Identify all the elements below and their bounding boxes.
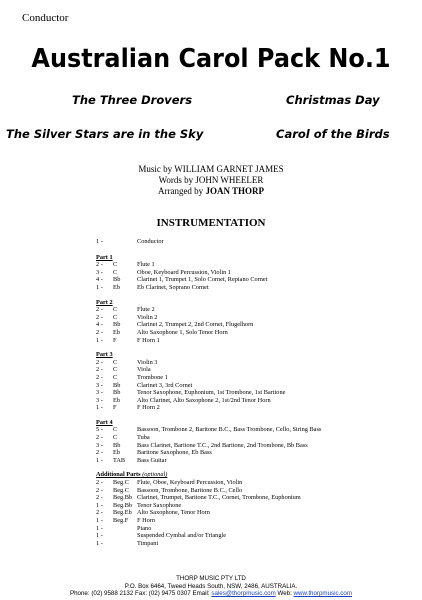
part-key: Beg.Bb (113, 501, 133, 509)
part-key (113, 540, 137, 548)
part-count: 2 - (96, 366, 103, 374)
section-title: Part 2 (96, 298, 113, 306)
part-key (113, 532, 137, 540)
part-key (113, 525, 137, 533)
part-key: C (113, 434, 118, 442)
section-heading (96, 299, 406, 307)
instrument-sections (96, 254, 406, 548)
part-count: 2 - (96, 479, 103, 487)
part-row (96, 404, 406, 412)
section-heading (96, 471, 406, 479)
part-key: C (113, 306, 118, 314)
part-instrument: Clarinet, Trumpet, Baritone T.C., Cornet, Trombone, Euphonium (137, 494, 301, 502)
composer-name: WILLIAM GARNET JAMES (174, 164, 284, 174)
part-row (96, 487, 406, 495)
section-title: Part 4 (96, 418, 113, 426)
part-count: 2 - (96, 373, 103, 381)
part-row (96, 434, 406, 442)
part-row (96, 457, 406, 465)
conductor-part-label: Conductor (22, 12, 69, 24)
part-instrument: Clarinet 1, Trumpet 1, Solo Cornet, Repiano Cornet (137, 276, 268, 284)
part-key: C (113, 358, 118, 366)
part-instrument: Bass Clarinet, Baritone T.C., 2nd Baritone, 2nd Trombone, Bb Bass (137, 441, 308, 449)
part-count: 1 - (96, 501, 103, 509)
part-count: 3 - (96, 268, 103, 276)
part-row (96, 540, 406, 548)
part-count: 2 - (96, 306, 103, 314)
arranger-credit (0, 186, 422, 197)
part-key: Bb (113, 381, 121, 389)
part-count: 2 - (96, 486, 103, 494)
part-row (96, 329, 406, 337)
part-count: 3 - (96, 441, 103, 449)
part-count: 4 - (96, 321, 103, 329)
part-count: 2 - (96, 494, 103, 502)
part-row (96, 276, 406, 284)
part-instrument: Bassoon, Trombone, Baritone B.C., Cello (137, 486, 243, 494)
part-key: C (113, 313, 118, 321)
part-count: 2 - (96, 434, 103, 442)
part-key: Eb (113, 449, 120, 457)
part-instrument: Tenor Saxophone, Euphonium, 1st Trombone, 1st Baritone (137, 389, 286, 397)
part-instrument: Violin 2 (137, 313, 158, 321)
part-count: 3 - (96, 396, 103, 404)
part-row (96, 479, 406, 487)
part-count: 1 - (96, 539, 103, 547)
part-row (96, 321, 406, 329)
publisher-name: THORP MUSIC PTY LTD (176, 575, 246, 582)
part-key (113, 238, 137, 246)
section-title: Part 3 (96, 351, 113, 359)
part-instrument: Piano (137, 524, 152, 532)
publisher-footer (0, 575, 422, 598)
part-instrument: Timpani (137, 539, 159, 547)
part-row (96, 426, 406, 434)
part-row (96, 525, 406, 533)
part-instrument: Trombone 1 (137, 373, 168, 381)
part-key: C (113, 366, 118, 374)
credit-prefix: Music by (138, 164, 175, 174)
arranger-name: JOAN THORP (205, 186, 265, 196)
email-link[interactable]: sales@thorpmusic.com (211, 590, 276, 597)
credits-block (0, 164, 422, 197)
song-title: The Three Drovers (72, 93, 193, 107)
part-row (96, 509, 406, 517)
web-link[interactable]: www.thorpmusic.com (293, 590, 352, 597)
part-count: 2 - (96, 509, 103, 517)
part-count: 2 - (96, 358, 103, 366)
part-instrument: F Horn 2 (137, 404, 160, 412)
part-instrument: Clarinet 2, Trumpet 2, 2nd Cornet, Flugelhorn (137, 321, 254, 329)
part-key: Eb (113, 283, 120, 291)
credit-prefix: Arranged by (157, 186, 206, 196)
part-row (96, 374, 406, 382)
part-instrument: Bassoon, Trombone 2, Baritone B.C., Bass Trombone, Cello, String Bass (137, 426, 322, 434)
part-row (96, 269, 406, 277)
section-title: Part 1 (96, 253, 113, 261)
part-instrument: Bass Guitar (137, 456, 167, 464)
part-key: Bb (113, 389, 121, 397)
part-instrument: Flute, Oboe, Keyboard Percussion, Violin (137, 479, 243, 487)
instrumentation-list (96, 238, 406, 547)
part-instrument: Alto Saxophone 1, Solo Tenor Horn (137, 328, 228, 336)
part-instrument: Flute 2 (137, 306, 155, 314)
part-instrument: Violin 3 (137, 358, 158, 366)
part-count: 1 - (96, 404, 103, 412)
part-key: C (113, 373, 118, 381)
section-heading (96, 419, 406, 427)
part-row (96, 359, 406, 367)
part-instrument: Oboe, Keyboard Percussion, Violin 1 (137, 268, 231, 276)
part-key: Beg.F (113, 517, 129, 524)
part-row (96, 261, 406, 269)
publisher-address: P.O. Box 6464, Tweed Heads South, NSW, 2486, AUSTRALIA. (124, 582, 298, 590)
part-key: Beg.Bb (113, 494, 133, 502)
part-row (96, 442, 406, 450)
part-count: 1 - (96, 336, 103, 344)
part-instrument: Clarinet 3, 3rd Cornet (137, 381, 193, 389)
part-count: 3 - (96, 389, 103, 397)
instrumentation-heading: INSTRUMENTATION (156, 217, 266, 229)
part-key: Bb (113, 276, 121, 284)
section-heading (96, 351, 406, 359)
part-key: Beg.Eb (113, 509, 132, 517)
part-count: 1 - (96, 238, 103, 245)
part-key: Beg.C (113, 486, 129, 494)
contact-text: Web: (275, 590, 294, 597)
part-row (96, 389, 406, 397)
part-count: 1 - (96, 532, 103, 540)
part-instrument: Baritone Saxophone, Eb Bass (137, 449, 212, 457)
conductor-row (96, 238, 406, 246)
part-instrument: Conductor (137, 238, 164, 245)
part-row (96, 366, 406, 374)
credit-prefix: Words by (158, 175, 196, 185)
part-row (96, 494, 406, 502)
publisher-contact (0, 590, 422, 598)
part-row (96, 382, 406, 390)
song-title: Christmas Day (286, 93, 380, 107)
words-credit (0, 175, 422, 186)
part-row (96, 532, 406, 540)
page-title: Australian Carol Pack No.1 (31, 44, 391, 74)
part-count: 4 - (96, 276, 103, 284)
part-count: 2 - (96, 449, 103, 457)
song-title: The Silver Stars are in the Sky (6, 127, 204, 141)
part-key: TAB (113, 456, 126, 464)
part-instrument: Alto Saxophone, Tenor Horn (137, 509, 210, 517)
part-instrument: Viola (137, 366, 151, 374)
part-key: C (113, 426, 118, 434)
part-key: C (113, 268, 118, 276)
part-key: F (113, 336, 117, 344)
part-count: 5 - (96, 426, 103, 434)
lyricist-name: JOHN WHEELER (195, 175, 264, 185)
contact-text: Phone: (02) 9588 2132 Fax: (02) 9475 0307 Email: (69, 590, 212, 597)
part-count: 2 - (96, 313, 103, 321)
part-instrument: Tuba (137, 434, 150, 442)
part-count: 2 - (96, 328, 103, 336)
part-count: 1 - (96, 456, 103, 464)
part-row (96, 397, 406, 405)
section-title: Additional Parts (96, 471, 141, 479)
part-count: 1 - (96, 283, 103, 291)
part-count: 2 - (96, 261, 103, 269)
music-credit (0, 164, 422, 175)
part-instrument: Tenor Saxophone (137, 501, 182, 509)
part-row (96, 449, 406, 457)
part-instrument: Alto Clarinet, Alto Saxophone 2, 1st/2nd Tenor Horn (137, 396, 271, 404)
part-row (96, 314, 406, 322)
section-note: (optional) (142, 471, 168, 479)
part-instrument: F Horn 1 (137, 336, 160, 344)
section-heading (96, 254, 406, 262)
part-count: 1 - (96, 517, 103, 524)
part-row (96, 337, 406, 345)
part-key: Eb (113, 328, 120, 336)
part-count: 1 - (96, 524, 103, 532)
part-row (96, 517, 406, 525)
part-key: C (113, 261, 118, 269)
part-key: Beg.C (113, 479, 129, 487)
part-row (96, 306, 406, 314)
part-row (96, 502, 406, 510)
part-instrument: Suspended Cymbal and/or Triangle (137, 532, 227, 540)
part-instrument: F Horn (137, 517, 156, 524)
part-row (96, 284, 406, 292)
part-instrument: Flute 1 (137, 261, 155, 269)
song-title: Carol of the Birds (276, 127, 390, 141)
part-key: Bb (113, 441, 121, 449)
part-key: Eb (113, 396, 120, 404)
part-instrument: Eb Clarinet, Soprano Cornet (137, 283, 209, 291)
part-key: Bb (113, 321, 121, 329)
part-count: 3 - (96, 381, 103, 389)
part-key: F (113, 404, 117, 412)
